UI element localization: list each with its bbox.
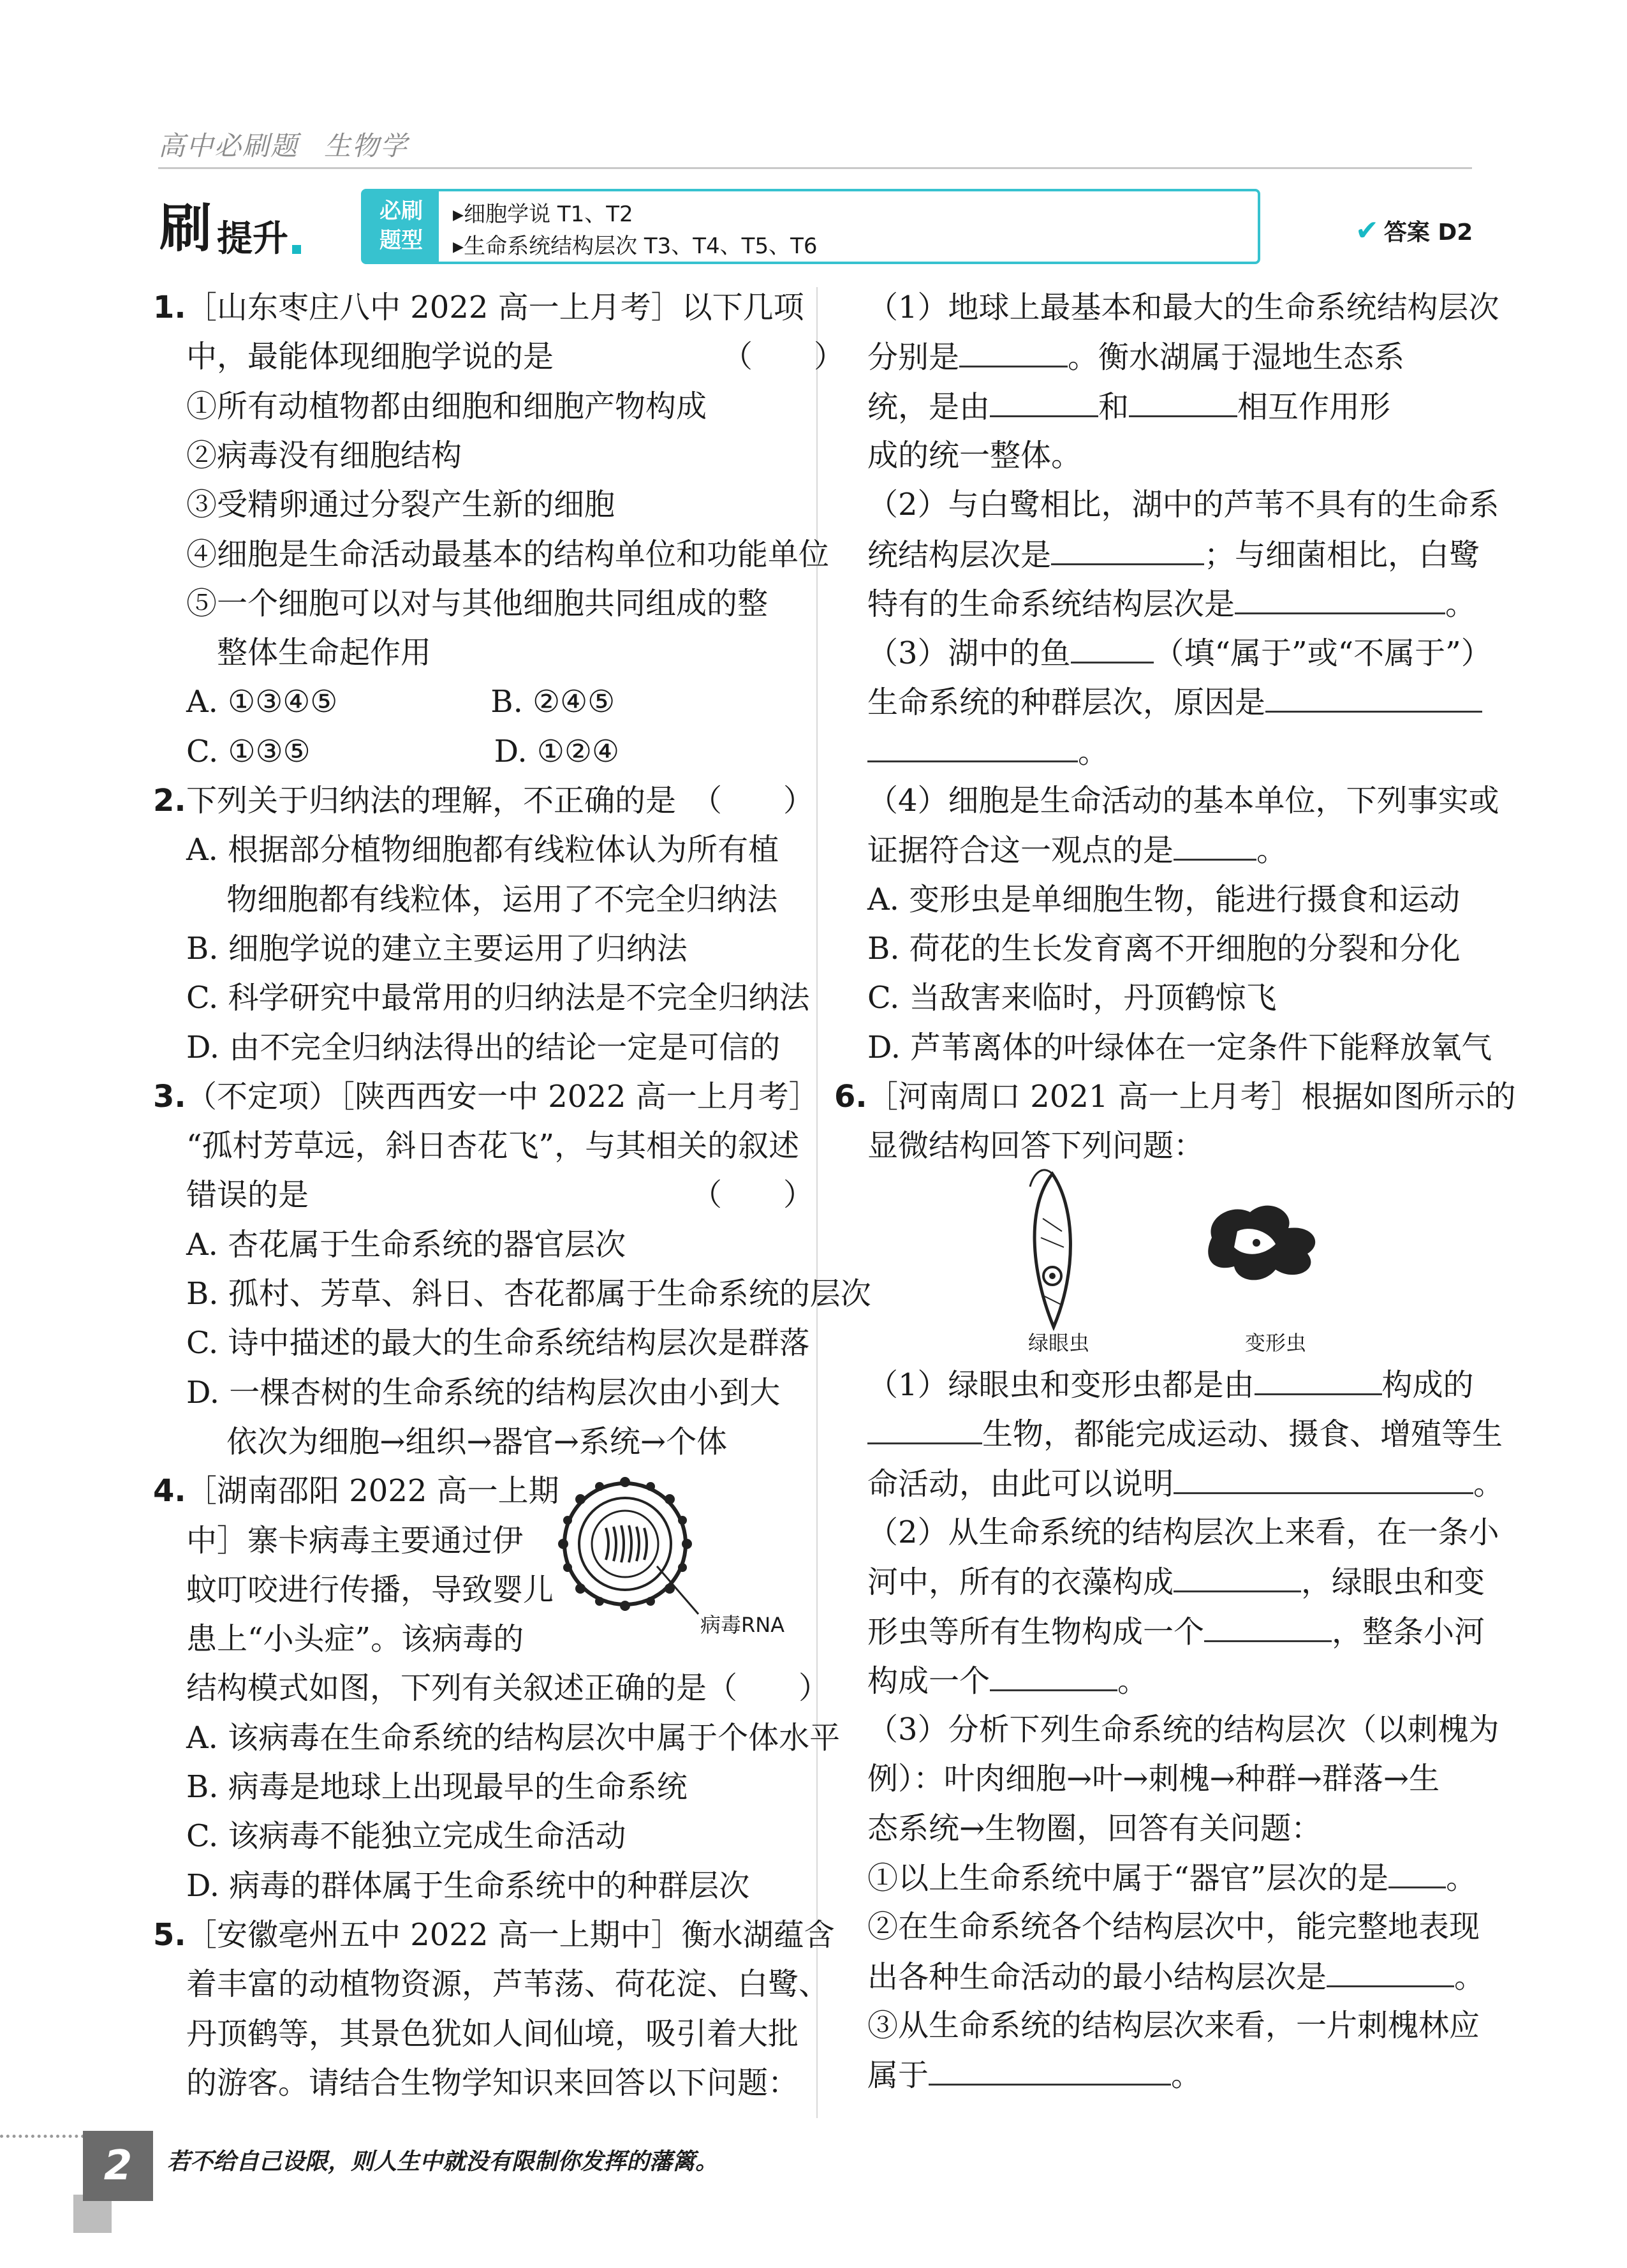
text-line bbox=[867, 2006, 1480, 2045]
virus-figure bbox=[555, 1477, 708, 1624]
line-text: 成的统一整体。 bbox=[867, 437, 1082, 473]
line-text: ，整条小河 bbox=[1332, 1613, 1485, 1650]
line-text: A. ①③④⑤ B. ②④⑤ bbox=[186, 684, 615, 720]
text-line bbox=[867, 1414, 1503, 1453]
text-line bbox=[186, 2015, 799, 2053]
line-text: 。 bbox=[1473, 1465, 1505, 1502]
answer-blank[interactable] bbox=[1235, 584, 1445, 614]
text-line bbox=[867, 831, 1287, 870]
text-line bbox=[186, 930, 688, 968]
text-line bbox=[867, 584, 1476, 623]
text-line bbox=[186, 1374, 780, 1412]
text-line bbox=[867, 683, 1482, 722]
text-line bbox=[186, 1028, 780, 1067]
check-icon: ✔ bbox=[1355, 214, 1379, 247]
subject-title: 生物学 bbox=[324, 130, 409, 161]
line-text: （3）湖中的鱼 bbox=[867, 635, 1071, 672]
answer-blank[interactable] bbox=[1174, 1464, 1473, 1494]
text-line bbox=[186, 535, 829, 574]
line-text: D. 一棵杏树的生命系统的结构层次由小到大 bbox=[186, 1374, 781, 1411]
line-text: ［安徽亳州五中 2022 高一上期中］衡水湖蕴含 bbox=[186, 1916, 835, 1953]
brand-badge bbox=[292, 245, 301, 254]
line-text: 。 bbox=[1256, 833, 1288, 869]
text-line bbox=[186, 979, 810, 1017]
line-text: 出各种生命活动的最小结构层次是 bbox=[867, 1959, 1327, 1995]
brand-big: 刷 bbox=[159, 198, 212, 259]
answer-blank[interactable] bbox=[1051, 535, 1204, 565]
text-line bbox=[867, 1513, 1499, 1552]
text-line bbox=[834, 1078, 1516, 1116]
text-line bbox=[153, 782, 814, 820]
line-text: 患上“小头症”。该病毒的 bbox=[186, 1621, 524, 1657]
text-line bbox=[867, 387, 1390, 426]
text-line bbox=[867, 485, 1499, 524]
line-text: A. 变形虫是单细胞生物，能进行摄食和运动 bbox=[867, 881, 1461, 917]
text-line bbox=[186, 1965, 829, 2003]
line-text: （3）分析下列生命系统的结构层次（以刺槐为 bbox=[867, 1712, 1499, 1748]
line-text: C. ①③⑤ D. ①②④ bbox=[186, 733, 620, 769]
line-text: 形虫等所有生物构成一个 bbox=[867, 1613, 1205, 1650]
answer-blank[interactable] bbox=[1255, 1365, 1382, 1395]
text-line bbox=[186, 1620, 524, 1658]
text-line bbox=[186, 1867, 749, 1905]
text-line bbox=[867, 1028, 1492, 1067]
question-number: 3. bbox=[153, 1078, 186, 1115]
text-line bbox=[867, 634, 1492, 672]
line-text: 。 bbox=[1445, 586, 1476, 622]
question-type-label bbox=[364, 191, 439, 262]
answer-blank[interactable] bbox=[929, 2056, 1171, 2086]
line-text: 特有的生命系统结构层次是 bbox=[867, 586, 1235, 622]
footer-motto: 若不给自己设限，则人生中就没有限制你发挥的藩篱。 bbox=[167, 2148, 719, 2175]
text-line bbox=[867, 1562, 1485, 1601]
answer-blank[interactable] bbox=[1388, 1858, 1446, 1888]
answer-blank[interactable] bbox=[1327, 1957, 1454, 1987]
line-text: （1）绿眼虫和变形虫都是由 bbox=[867, 1367, 1255, 1403]
text-line bbox=[867, 979, 1277, 1017]
text-line bbox=[867, 288, 1499, 327]
tag-line-1: ▸细胞学说 T1、T2 bbox=[453, 202, 633, 227]
line-text: ［湖南邵阳 2022 高一上期 bbox=[186, 1473, 559, 1509]
line-text: 依次为细胞→组织→器官→系统→个体 bbox=[186, 1423, 728, 1460]
line-text: 整体生命起作用 bbox=[186, 635, 432, 671]
text-line bbox=[186, 1817, 626, 1855]
text-line bbox=[867, 1365, 1474, 1404]
line-text: A. 根据部分植物细胞都有线粒体认为所有植 bbox=[186, 832, 779, 868]
line-text: ②在生命系统各个结构层次中，能完整地表现 bbox=[867, 1909, 1480, 1945]
text-line bbox=[867, 1957, 1485, 1996]
header-rule bbox=[158, 167, 1472, 169]
text-line bbox=[186, 634, 431, 672]
running-header bbox=[158, 125, 434, 163]
text-line bbox=[867, 1908, 1480, 1946]
line-text: 中］寨卡病毒主要通过伊 bbox=[186, 1522, 524, 1559]
text-line bbox=[186, 732, 619, 771]
answer-blank[interactable] bbox=[867, 732, 1078, 762]
line-text: 构成一个 bbox=[867, 1663, 990, 1699]
line-text: ③受精卵通过分裂产生新的细胞 bbox=[186, 487, 615, 523]
line-text: 命活动，由此可以说明 bbox=[867, 1465, 1174, 1502]
line-text: （4）细胞是生命活动的基本单位，下列事实或 bbox=[867, 783, 1499, 819]
line-text: B. 荷花的生长发育离不开细胞的分裂和分化 bbox=[867, 930, 1461, 967]
line-text: 河中，所有的衣藻构成 bbox=[867, 1564, 1174, 1601]
text-line bbox=[186, 1571, 554, 1609]
line-text: 生物，都能完成运动、摄食、增殖等生 bbox=[982, 1416, 1503, 1453]
amoeba-label: 变形虫 bbox=[1245, 1331, 1307, 1355]
line-text: （2）与白鹭相比，湖中的芦苇不具有的生命系 bbox=[867, 487, 1499, 523]
line-text: 。 bbox=[1454, 1959, 1485, 1995]
line-text: （填“属于”或“不属于”） bbox=[1153, 635, 1492, 672]
text-line bbox=[867, 782, 1499, 820]
line-text: ②病毒没有细胞结构 bbox=[186, 437, 462, 473]
line-text: 错误的是 （ ） bbox=[186, 1177, 814, 1213]
text-line bbox=[867, 1612, 1485, 1651]
answer-blank[interactable] bbox=[1174, 1562, 1301, 1592]
line-text: ③从生命系统的结构层次来看，一片刺槐林应 bbox=[867, 2007, 1480, 2043]
text-line bbox=[186, 1324, 810, 1362]
line-text: 统，是由 bbox=[867, 389, 990, 425]
answer-blank[interactable] bbox=[959, 337, 1068, 367]
tag-line-2: ▸生命系统结构层次 T3、T4、T5、T6 bbox=[453, 233, 818, 259]
answer-blank[interactable] bbox=[990, 1661, 1117, 1691]
line-text: 态系统→生物圈，回答有关问题： bbox=[867, 1810, 1322, 1846]
text-line bbox=[153, 1916, 835, 1954]
text-line bbox=[186, 584, 768, 623]
euglena-label: 绿眼虫 bbox=[1028, 1331, 1090, 1355]
text-line bbox=[153, 1078, 820, 1116]
text-line bbox=[153, 1472, 559, 1510]
line-text: ［河南周口 2021 高一上月考］根据如图所示的 bbox=[867, 1078, 1516, 1115]
text-line bbox=[867, 930, 1461, 968]
line-text: 显微结构回答下列问题： bbox=[867, 1128, 1205, 1164]
answer-blank[interactable] bbox=[1174, 831, 1256, 861]
text-line bbox=[867, 1464, 1504, 1503]
line-text: 相互作用形 bbox=[1237, 389, 1391, 425]
text-line bbox=[186, 831, 779, 869]
line-text: 下列关于归纳法的理解，不正确的是 （ ） bbox=[186, 783, 814, 819]
answer-blank[interactable] bbox=[1071, 634, 1154, 663]
line-text: 证据符合这一观点的是 bbox=[867, 833, 1174, 869]
text-line bbox=[867, 1127, 1204, 1165]
line-text: 。 bbox=[1117, 1663, 1149, 1699]
line-text: 和 bbox=[1098, 389, 1130, 425]
answer-ref bbox=[1355, 214, 1473, 247]
line-text: 属于 bbox=[867, 2057, 929, 2094]
line-text: C. 诗中描述的最大的生命系统结构层次是群落 bbox=[186, 1325, 810, 1361]
line-text: D. 病毒的群体属于生命系统中的种群层次 bbox=[186, 1867, 750, 1904]
line-text: D. 芦苇离体的叶绿体在一定条件下能释放氧气 bbox=[867, 1029, 1492, 1065]
text-line bbox=[867, 1858, 1476, 1897]
question-number: 2. bbox=[153, 783, 186, 819]
question-number: 5. bbox=[153, 1916, 186, 1953]
line-text: 的游客。请结合生物学知识来回答以下问题： bbox=[186, 2064, 799, 2101]
page-number: 2 bbox=[83, 2131, 153, 2201]
text-line bbox=[186, 1522, 523, 1560]
question-number: 6. bbox=[834, 1078, 867, 1115]
tag-label-top: 必刷 bbox=[379, 198, 423, 224]
line-text: ；与细菌相比，白鹭 bbox=[1204, 537, 1480, 573]
text-line bbox=[867, 535, 1480, 574]
line-text: 结构模式如图，下列有关叙述正确的是（ ） bbox=[186, 1670, 830, 1707]
line-text: 生命系统的种群层次，原因是 bbox=[867, 685, 1266, 721]
line-text: D. 由不完全归纳法得出的结论一定是可信的 bbox=[186, 1029, 781, 1065]
line-text: （不定项）［陕西西安一中 2022 高一上月考］ bbox=[186, 1078, 820, 1115]
answer-blank[interactable] bbox=[1129, 387, 1237, 417]
line-text: C. 科学研究中最常用的归纳法是不完全归纳法 bbox=[186, 980, 810, 1016]
text-line bbox=[186, 2064, 799, 2102]
line-text: ④细胞是生命活动最基本的结构单位和功能单位 bbox=[186, 536, 830, 572]
line-text: 构成的 bbox=[1381, 1367, 1474, 1403]
line-text: ①以上生命系统中属于“器官”层次的是 bbox=[867, 1860, 1389, 1896]
line-text: 分别是 bbox=[867, 339, 960, 376]
line-text: “孤村芳草远，斜日杏花飞”，与其相关的叙述 bbox=[186, 1128, 800, 1164]
text-line bbox=[186, 485, 615, 524]
virus-rna-label: 病毒RNA bbox=[700, 1613, 785, 1637]
line-text: 丹顶鹤等，其景色犹如人间仙境，吸引着大批 bbox=[186, 2015, 799, 2052]
line-text: ，绿眼虫和变 bbox=[1301, 1564, 1485, 1601]
book-title: 高中必刷题 bbox=[158, 130, 299, 161]
text-line bbox=[867, 436, 1082, 475]
text-line bbox=[186, 1176, 814, 1214]
line-text: 。 bbox=[1078, 734, 1109, 770]
text-line bbox=[186, 387, 707, 426]
tag-label-bottom: 题型 bbox=[379, 228, 423, 253]
section-brand bbox=[159, 191, 301, 262]
text-line bbox=[867, 880, 1460, 919]
question-number: 1. bbox=[153, 290, 186, 325]
text-line bbox=[186, 1226, 626, 1264]
text-line bbox=[186, 1719, 840, 1757]
line-text: （1）地球上最基本和最大的生命系统结构层次 bbox=[867, 290, 1499, 325]
answer-blank[interactable] bbox=[1265, 683, 1482, 713]
text-line bbox=[186, 337, 844, 376]
text-line bbox=[186, 1768, 688, 1806]
text-line bbox=[867, 1710, 1499, 1749]
line-text: B. 病毒是地球上出现最早的生命系统 bbox=[186, 1769, 688, 1805]
text-line bbox=[186, 880, 777, 919]
line-text: A. 该病毒在生命系统的结构层次中属于个体水平 bbox=[186, 1719, 841, 1756]
text-line bbox=[867, 1760, 1439, 1798]
text-line bbox=[186, 1423, 727, 1461]
line-text: 着丰富的动植物资源，芦苇荡、荷花淀、白鹭、 bbox=[186, 1966, 830, 2003]
text-line bbox=[186, 1669, 829, 1707]
line-text: 中，最能体现细胞学说的是 （ ） bbox=[186, 339, 845, 375]
text-line bbox=[867, 337, 1404, 376]
line-text: C. 该病毒不能独立完成生命活动 bbox=[186, 1818, 626, 1855]
answer-blank[interactable] bbox=[1204, 1612, 1332, 1642]
euglena-figure bbox=[1014, 1167, 1091, 1333]
text-line bbox=[867, 1661, 1148, 1700]
text-line bbox=[867, 2056, 1202, 2094]
line-text: ［山东枣庄八中 2022 高一上月考］以下几项 bbox=[186, 290, 804, 325]
text-line bbox=[186, 683, 615, 721]
line-text: （2）从生命系统的结构层次上来看，在一条小 bbox=[867, 1514, 1499, 1550]
amoeba-figure bbox=[1199, 1199, 1327, 1289]
answer-blank[interactable] bbox=[990, 387, 1098, 417]
text-line bbox=[153, 288, 804, 327]
line-text: A. 杏花属于生命系统的器官层次 bbox=[186, 1226, 626, 1263]
line-text: B. 细胞学说的建立主要运用了归纳法 bbox=[186, 930, 688, 967]
line-text: 。 bbox=[1171, 2057, 1202, 2094]
text-line bbox=[186, 1275, 871, 1313]
question-type-box bbox=[361, 189, 1260, 264]
line-text: B. 孤村、芳草、斜日、杏花都属于生命系统的层次 bbox=[186, 1276, 871, 1312]
line-text: C. 当敌害来临时，丹顶鹤惊飞 bbox=[867, 980, 1277, 1016]
line-text: 。衡水湖属于湿地生态系 bbox=[1068, 339, 1405, 376]
line-text: 。 bbox=[1446, 1860, 1477, 1896]
question-number: 4. bbox=[153, 1473, 186, 1509]
text-line bbox=[867, 732, 1108, 771]
line-text: ①所有动植物都由细胞和细胞产物构成 bbox=[186, 388, 707, 424]
brand-small: 提升 bbox=[217, 218, 289, 260]
answer-text: 答案 D2 bbox=[1383, 219, 1473, 246]
text-line bbox=[186, 1127, 799, 1165]
answer-blank[interactable] bbox=[867, 1414, 982, 1444]
text-line bbox=[186, 436, 462, 475]
line-text: 蚊叮咬进行传播，导致婴儿 bbox=[186, 1571, 554, 1608]
line-text: ⑤一个细胞可以对与其他细胞共同组成的整 bbox=[186, 585, 769, 621]
line-text: 例）：叶肉细胞→叶→刺槐→种群→群落→生 bbox=[867, 1761, 1440, 1797]
line-text: 统结构层次是 bbox=[867, 537, 1052, 573]
text-line bbox=[867, 1809, 1321, 1848]
line-text: 物细胞都有线粒体，运用了不完全归纳法 bbox=[186, 881, 778, 917]
